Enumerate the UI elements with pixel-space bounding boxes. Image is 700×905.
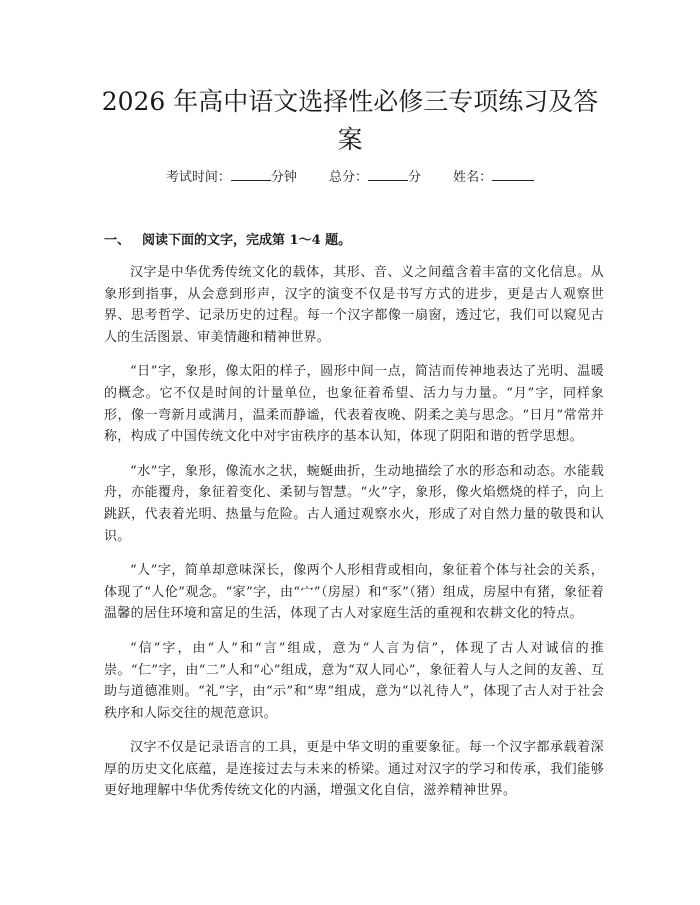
- passage-paragraph-6: 汉字不仅是记录语言的工具，更是中华文明的重要象征。每一个汉字都承载着深厚的历史文化底蕴，是连接过去与未来的桥梁。通过对汉字的学习和传承，我们能够更好地理解中华优秀传统文化的内涵，增强文化自信，滋养精神世界。: [104, 740, 604, 799]
- name-blank: [492, 167, 534, 181]
- exam-time-field: [166, 167, 297, 188]
- document-title: 2026 年高中语文选择性必修三专项练习及答案: [101, 87, 599, 154]
- exam-time-blank: [231, 167, 271, 181]
- total-score-blank: [368, 167, 408, 181]
- passage-paragraph-2: “日”字，象形，像太阳的样子，圆形中间一点，简洁而传神地表达了光明、温暖的概念。它不仅是时间的计量单位，也象征着希望、活力与力量。“月”字，同样象形，像一弯新月或满月，温柔而静谧，代表着夜晚、阴柔之美与思念。“日月”常常并称，构成了中国传统文化中对宇宙秩序的基本认知，体现了阴阳和谐的哲学思想。: [104, 364, 604, 445]
- reading-passage: [104, 262, 604, 815]
- exam-time-label: 考试时间：: [165, 170, 231, 185]
- section-number: 一、: [104, 233, 131, 248]
- exam-info-line: [0, 167, 700, 188]
- passage-paragraph-5: “信”字，由“人”和“言”组成，意为“人言为信”，体现了古人对诚信的推崇。“仁”字，由“二”人和“心”组成，意为“双人同心”，象征着人与人之间的友善、互助与道德准则。“礼”字，由“示”和“卑”组成，意为“以礼待人”，体现了古人对于社会秩序和人际交往的规范意识。: [104, 640, 604, 721]
- total-score-field: [329, 167, 421, 188]
- name-field: [453, 167, 534, 188]
- total-score-label: 总分：: [328, 170, 368, 185]
- exam-time-unit: 分钟: [270, 170, 297, 185]
- passage-paragraph-4: “人”字，简单却意味深长，像两个人形相背或相向，象征着个体与社会的关系，体现了“人伦”观念。“家”字，由“宀”（房屋）和“豕”（猪）组成，房屋中有猪，象征着温馨的居住环境和富足的生活，体现了古人对家庭生活的重视和农耕文化的特点。: [104, 563, 604, 622]
- passage-paragraph-3: “水”字，象形，像流水之状，蜿蜒曲折，生动地描绘了水的形态和动态。水能载舟，亦能覆舟，象征着变化、柔韧与智慧。“火”字，象形，像火焰燃烧的样子，向上跳跃，代表着光明、热量与危险。古人通过观察水火，形成了对自然力量的敬畏和认识。: [104, 463, 604, 544]
- total-score-unit: 分: [408, 170, 422, 185]
- section-heading-text: 阅读下面的文字，完成第 1～4 题。: [142, 233, 352, 248]
- passage-paragraph-1: 汉字是中华优秀传统文化的载体，其形、音、义之间蕴含着丰富的文化信息。从象形到指事，从会意到形声，汉字的演变不仅是书写方式的进步，更是古人观察世界、思考哲学、记录历史的过程。每一个汉字都像一扇窗，透过它，我们可以窥见古人的生活图景、审美情趣和精神世界。: [104, 265, 604, 345]
- name-label: 姓名：: [453, 170, 493, 185]
- section-heading: [104, 231, 351, 251]
